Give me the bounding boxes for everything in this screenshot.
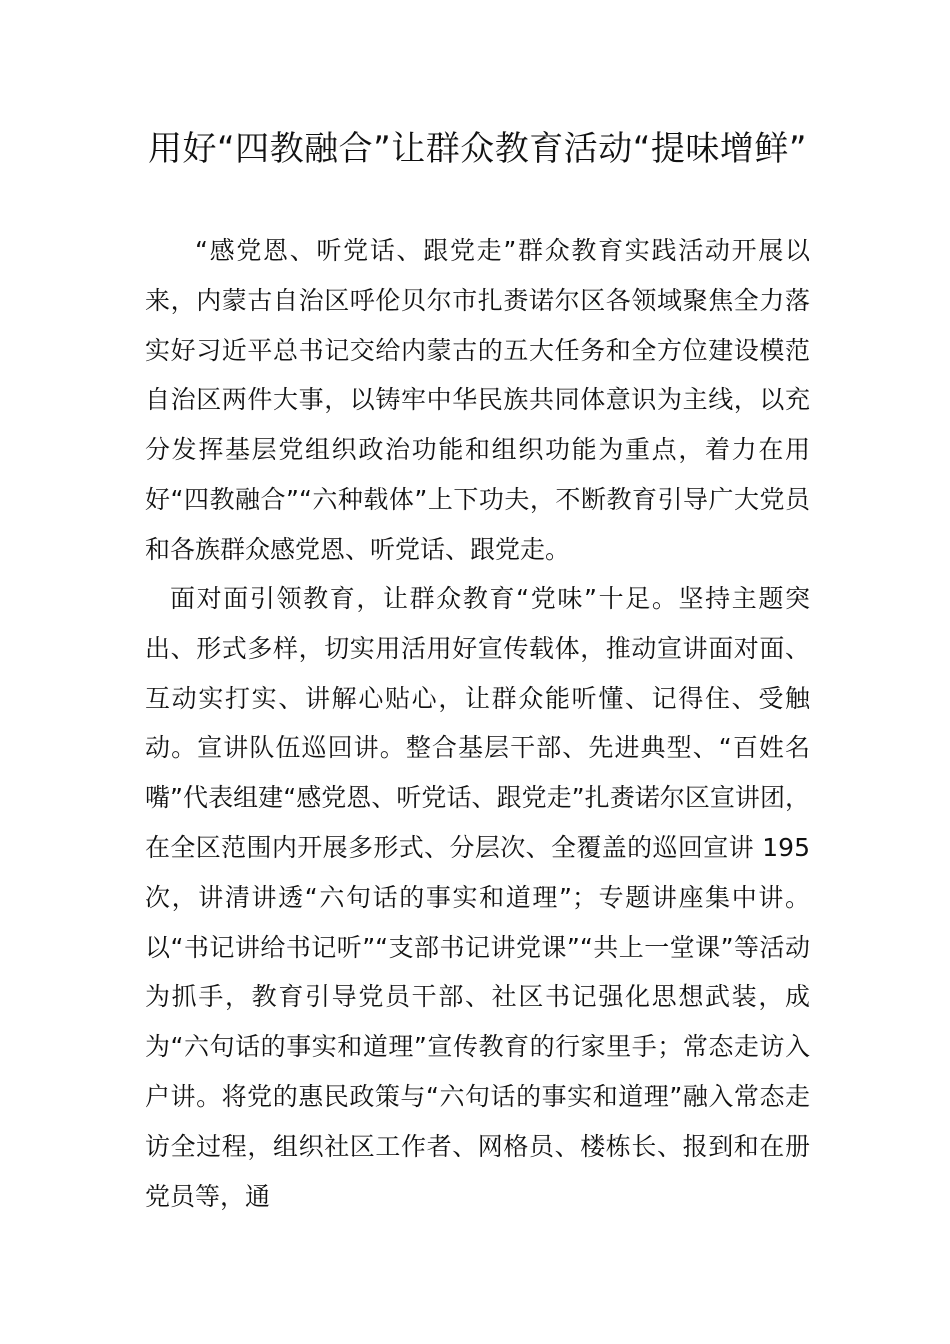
- document-title: 用好“四教融合”让群众教育活动“提味增鲜”: [148, 129, 807, 169]
- paragraph-face-to-face-education: 面对面引领教育，让群众教育“党味”十足。坚持主题突出、形式多样，切实用活用好宣传载体，推动宣讲面对面、互动实打实、讲解心贴心，让群众能听懂、记得住、受触动。宣讲队伍巡回讲。整合基层干部、先进典型、“百姓名嘴”代表组建“感党恩、听党话、跟党走”扎赉诺尔区宣讲团，在全区范围内开展多形式、分层次、全覆盖的巡回宣讲 195 次，讲清讲透“六句话的事实和道理”；专题讲座集中讲。以“书记讲给书记听”“支部书记讲党课”“共上一堂课”等活动为抓手，教育引导党员干部、社区书记强化思想武装，成为“六句话的事实和道理”宣传教育的行家里手；常态走访入户讲。将党的惠民政策与“六句话的事实和道理”融入常态走访全过程，组织社区工作者、网格员、楼栋长、报到和在册党员等，通: [145, 584, 810, 1211]
- paragraph-intro: “感党恩、听党话、跟党走”群众教育实践活动开展以来，内蒙古自治区呼伦贝尔市扎赉诺尔区各领域聚焦全力落实好习近平总书记交给内蒙古的五大任务和全方位建设模范自治区两件大事，以铸牢中华民族共同体意识为主线，以充分发挥基层党组织政治功能和组织功能为重点，着力在用好“四教融合”“六种载体”上下功夫，不断教育引导广大党员和各族群众感党恩、听党话、跟党走。: [145, 236, 810, 564]
